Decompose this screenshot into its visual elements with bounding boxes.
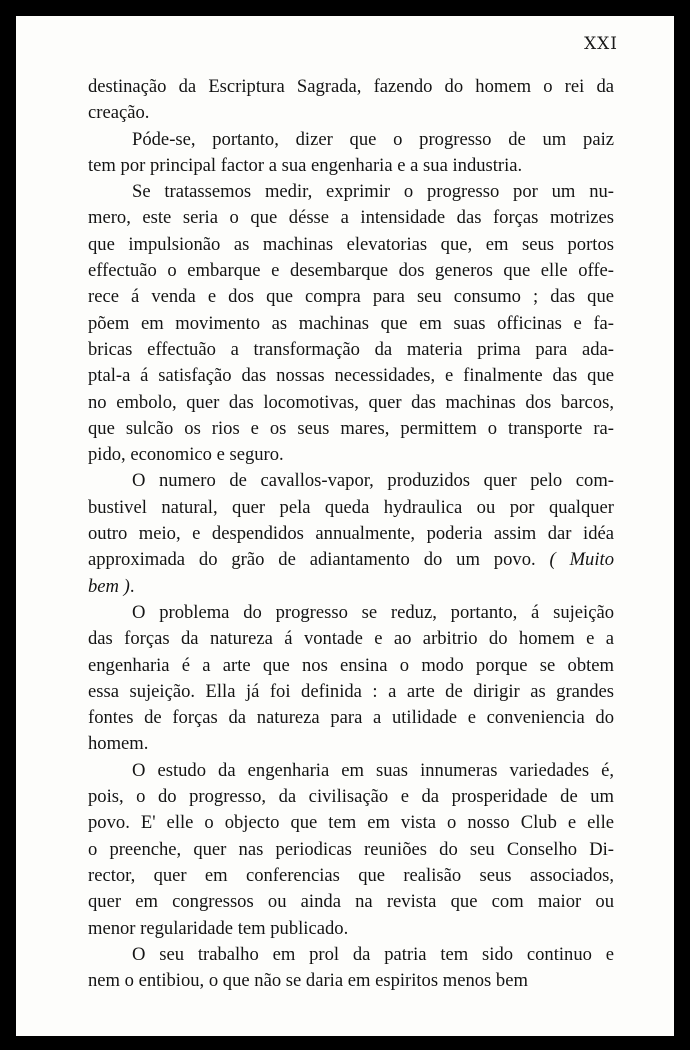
text-line: Se tratassemos medir, exprimir o progresso por um nu- [132, 181, 614, 203]
paragraph [88, 179, 614, 468]
text-line: povo. E' elle o objecto que tem em vista o nosso Club e elle [88, 812, 614, 834]
text-line: que sulcão os rios e os seus mares, permittem o transporte ra- [88, 417, 614, 439]
text-line: mero, este seria o que désse a intensidade das forças motrizes [88, 207, 614, 229]
paragraph [88, 127, 614, 180]
page-number: XXI [584, 34, 618, 54]
text-line: destinação da Escriptura Sagrada, fazendo do homem o rei da [88, 76, 614, 97]
text-line: bustivel natural, quer pela queda hydraulica ou por qualquer [88, 496, 614, 518]
text-line: das forças da natureza á vontade e ao arbitrio do homem e a [88, 628, 614, 650]
text-line: approximada do grão de adiantamento do um povo. ( Muito [88, 549, 614, 571]
book-page [16, 16, 674, 1036]
text-line: rece á venda e dos que compra para seu consumo ; das que [88, 286, 614, 308]
text-line: rector, quer em conferencias que realisão seus associados, [88, 864, 614, 886]
text-line: outro meio, e despendidos annualmente, poderia assim dar idéa [88, 523, 614, 545]
paragraph [88, 600, 614, 758]
text-line: fontes de forças da natureza para a utilidade e conveniencia do [88, 707, 614, 729]
text-line: Póde-se, portanto, dizer que o progresso de um paiz [132, 128, 614, 150]
text-line: bem ). [88, 575, 135, 597]
text-line: engenharia é a arte que nos ensina o modo porque se obtem [88, 654, 614, 676]
text-line: quer em congressos ou ainda na revista que com maior ou [88, 891, 614, 913]
text-line: ptal-a á satisfação das nossas necessidades, e finalmente das que [88, 365, 614, 387]
text-line: tem por principal factor a sua engenharia e a sua industria. [88, 154, 523, 176]
paragraph [88, 942, 614, 995]
text-line: põem em movimento as machinas que em suas officinas e fa- [88, 312, 614, 334]
text-line: no embolo, quer das locomotivas, quer das machinas dos barcos, [88, 391, 614, 413]
paragraph [88, 74, 614, 127]
text-line: pois, o do progresso, da civilisação e da prosperidade de um [88, 786, 614, 808]
paragraph [88, 758, 614, 942]
text-line: pido, economico e seguro. [88, 444, 284, 466]
paragraph [88, 468, 614, 599]
text-line: o preenche, quer nas periodicas reuniões do seu Conselho Di- [88, 838, 614, 860]
text-line: creação. [88, 102, 150, 124]
text-line: nem o entibiou, o que não se daria em espiritos menos bem [88, 970, 528, 992]
text-line: O seu trabalho em prol da patria tem sido continuo e [132, 943, 614, 965]
text-line: essa sujeição. Ella já foi definida : a arte de dirigir as grandes [88, 680, 614, 702]
body-text [88, 74, 614, 994]
text-line: que impulsionão as machinas elevatorias que, em seus portos [88, 233, 614, 255]
text-line: bricas effectuão a transformação da materia prima para ada- [88, 338, 614, 360]
text-line: O problema do progresso se reduz, portanto, á sujeição [132, 601, 614, 623]
text-line: menor regularidade tem publicado. [88, 917, 349, 939]
text-line: O numero de cavallos-vapor, produzidos quer pelo com- [132, 470, 614, 492]
text-line: effectuão o embarque e desembarque dos generos que elle offe- [88, 260, 614, 282]
text-line: homem. [88, 733, 149, 755]
text-line: O estudo da engenharia em suas innumeras variedades é, [132, 759, 614, 781]
